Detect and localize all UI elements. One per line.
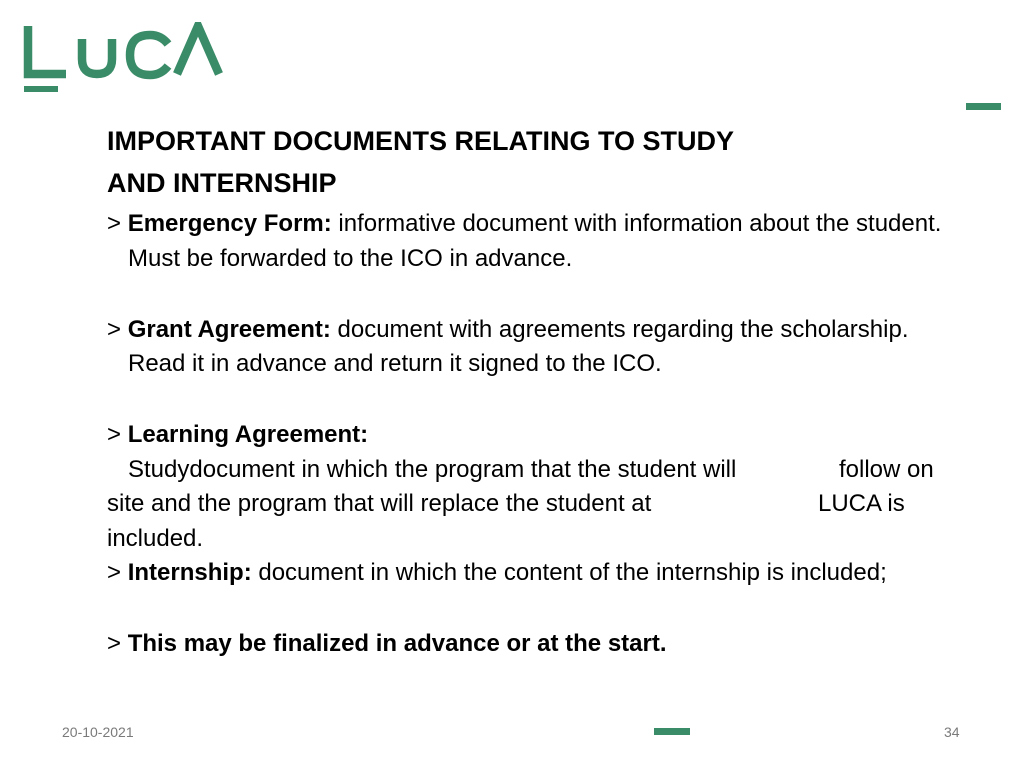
emergency-form-item xyxy=(107,207,947,276)
learning-agreement-line-1-right: follow on xyxy=(839,455,934,483)
final-note-text: This may be finalized in advance or at the start. xyxy=(127,630,667,657)
final-note-item xyxy=(107,627,947,662)
learning-agreement-label: Learning Agreement: xyxy=(127,421,369,448)
slide-content xyxy=(107,207,947,662)
bullet-marker: > xyxy=(107,210,122,237)
accent-bar-bottom xyxy=(654,728,690,735)
spacer xyxy=(107,591,947,628)
accent-bar-top xyxy=(966,103,1001,110)
learning-agreement-line-2-right: LUCA is xyxy=(818,490,905,517)
emergency-form-label: Emergency Form: xyxy=(127,210,332,237)
learning-agreement-line-2-left: site and the program that will replace the student at xyxy=(107,490,652,517)
internship-item xyxy=(107,556,947,591)
learning-agreement-row-1 xyxy=(107,453,947,488)
bullet-marker: > xyxy=(107,559,122,586)
slide-title xyxy=(107,120,867,204)
spacer xyxy=(107,276,947,313)
bullet-marker: > xyxy=(107,421,122,448)
learning-agreement-heading xyxy=(107,418,947,453)
title-line-2: AND INTERNSHIP xyxy=(107,168,337,198)
internship-label: Internship: xyxy=(127,559,252,586)
luca-logo xyxy=(22,22,232,94)
bullet-marker: > xyxy=(107,630,122,657)
learning-agreement-line-1-left: Studydocument in which the program that the student will xyxy=(128,455,737,483)
spacer xyxy=(107,382,947,419)
bullet-marker: > xyxy=(107,315,122,343)
emergency-form-text: informative document with information about the student. Must be forwarded to the ICO in advance. xyxy=(128,210,942,272)
page-number: 34 xyxy=(944,724,960,740)
footer-date: 20-10-2021 xyxy=(62,724,134,740)
grant-agreement-text: document with agreements regarding the scholarship. Read it in advance and return it signed to the ICO. xyxy=(128,315,909,377)
learning-agreement-item xyxy=(107,418,947,556)
internship-text: document in which the content of the internship is included; xyxy=(251,559,887,586)
learning-agreement-line-3: included. xyxy=(107,524,204,552)
title-line-1: IMPORTANT DOCUMENTS RELATING TO STUDY xyxy=(107,126,734,156)
grant-agreement-item xyxy=(107,313,947,382)
grant-agreement-label: Grant Agreement: xyxy=(127,315,331,343)
learning-agreement-row-2 xyxy=(107,487,947,522)
